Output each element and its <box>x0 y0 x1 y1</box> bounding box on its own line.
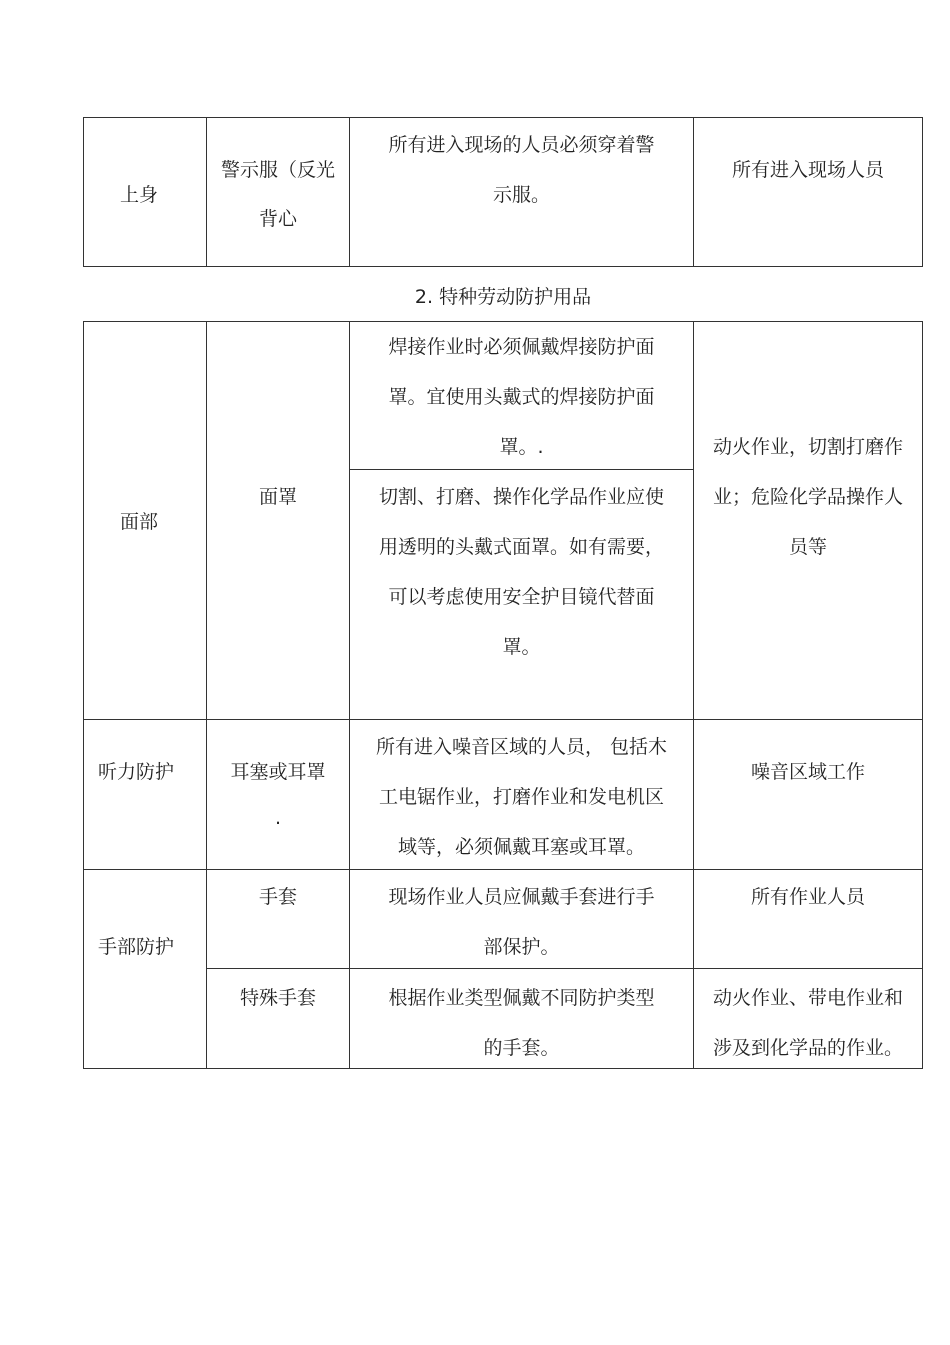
body-part-cell: 面部 <box>120 511 159 533</box>
table-border <box>83 869 923 870</box>
requirement-cell: 所有进入噪音区域的人员， 包括木 <box>375 736 668 758</box>
requirement-cell: 根据作业类型佩戴不同防护类型 <box>388 987 655 1009</box>
table-border <box>206 968 923 969</box>
table-border <box>206 117 207 267</box>
applicable-cell: 员等 <box>788 536 827 558</box>
item-cell: 耳塞或耳罩 <box>230 761 326 783</box>
applicable-cell: 动火作业，切割打磨作 <box>712 436 903 458</box>
item-cell: 面罩 <box>258 486 297 508</box>
table-border <box>83 117 84 267</box>
table-border <box>206 321 207 1069</box>
section-title: 2. 特种劳动防护用品 <box>414 286 592 308</box>
requirement-cell: 工电锯作业，打磨作业和发电机区 <box>378 786 664 808</box>
item-cell: 警示服（反光 <box>220 159 335 181</box>
requirement-cell: 示服。 <box>492 184 550 206</box>
applicable-cell: 所有进入现场人员 <box>731 159 884 181</box>
table-border <box>83 1068 923 1069</box>
table-border <box>922 321 923 1069</box>
table-border <box>83 719 923 720</box>
requirement-cell: 切割、打磨、操作化学品作业应使 <box>378 486 664 508</box>
requirement-cell: 罩。宜使用头戴式的焊接防护面 <box>388 386 655 408</box>
requirement-cell: 罩。 <box>502 636 541 658</box>
table-border <box>922 117 923 267</box>
applicable-cell: 动火作业、带电作业和 <box>712 987 903 1009</box>
table-border <box>693 117 694 267</box>
item-cell: . <box>274 807 282 829</box>
requirement-cell: 罩。. <box>499 436 544 458</box>
requirement-cell: 部保护。 <box>483 936 560 958</box>
requirement-cell: 焊接作业时必须佩戴焊接防护面 <box>388 336 655 358</box>
table-border <box>83 321 923 322</box>
requirement-cell: 所有进入现场的人员必须穿着警 <box>388 134 655 156</box>
item-cell: 背心 <box>258 208 297 230</box>
item-cell: 手套 <box>258 886 297 908</box>
table-border <box>83 117 923 118</box>
table-border <box>349 469 694 470</box>
requirement-cell: 现场作业人员应佩戴手套进行手 <box>388 886 655 908</box>
body-part-cell: 手部防护 <box>98 936 175 958</box>
applicable-cell: 噪音区域工作 <box>750 761 865 783</box>
body-part-cell: 听力防护 <box>98 761 175 783</box>
table-border <box>83 266 923 267</box>
requirement-cell: 的手套。 <box>483 1037 560 1059</box>
requirement-cell: 可以考虑使用安全护目镜代替面 <box>388 586 655 608</box>
body-part-cell: 上身 <box>120 184 159 206</box>
applicable-cell: 所有作业人员 <box>750 886 865 908</box>
applicable-cell: 业；危险化学品操作人 <box>712 486 903 508</box>
table-border <box>83 321 84 1069</box>
requirement-cell: 域等，必须佩戴耳塞或耳罩。 <box>397 836 645 858</box>
item-cell: 特殊手套 <box>239 987 316 1009</box>
requirement-cell: 用透明的头戴式面罩。如有需要， <box>378 536 664 558</box>
applicable-cell: 涉及到化学品的作业。 <box>712 1037 903 1059</box>
